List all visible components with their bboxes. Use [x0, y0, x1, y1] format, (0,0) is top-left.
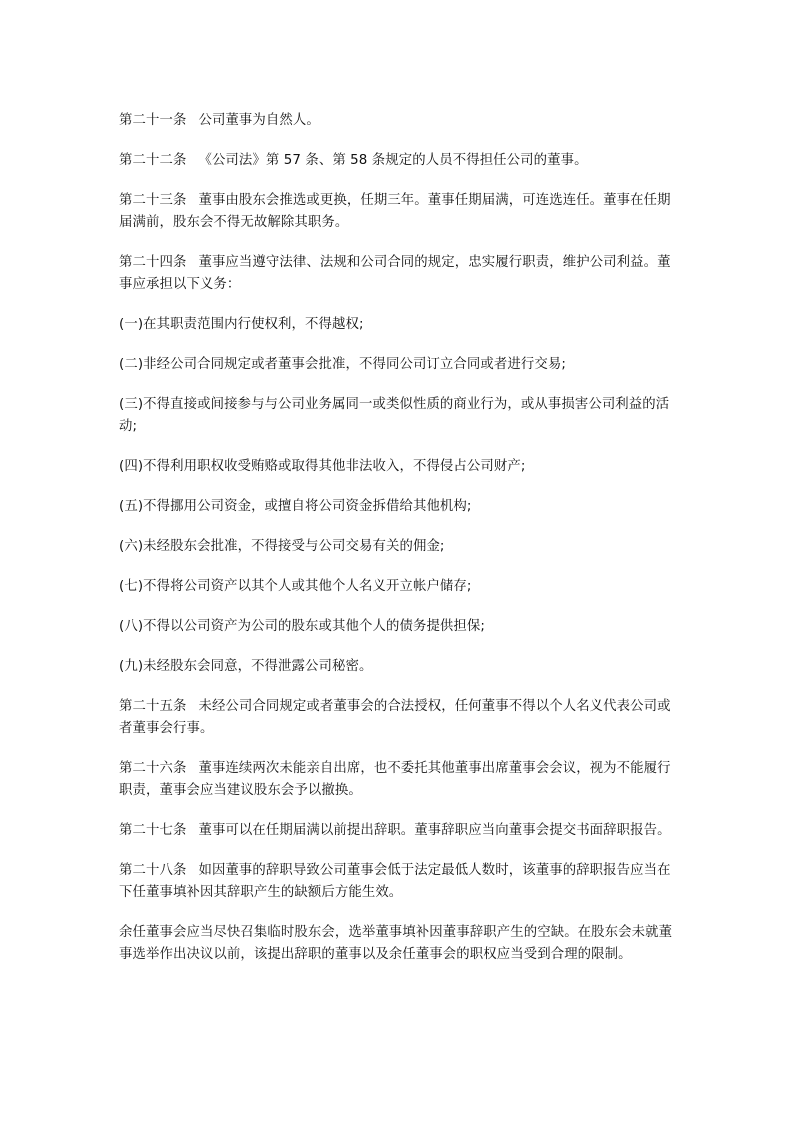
document-body — [119, 110, 679, 984]
duty-text: (四)不得利用职权收受贿赂或取得其他非法收入，不得侵占公司财产; — [119, 459, 526, 474]
article-text: 公司董事为自然人。 — [198, 113, 320, 128]
paragraph-text: 余任董事会应当尽快召集临时股东会，选举董事填补因董事辞职产生的空缺。在股东会未就董事选举作出决议以前，该提出辞职的董事以及余任董事会的职权应当受到合理的限制。 — [119, 925, 673, 962]
article-number: 第二十四条 — [119, 255, 187, 270]
article-27 — [119, 820, 679, 842]
duty-item-1 — [119, 314, 679, 336]
duty-item-5 — [119, 496, 679, 518]
continuation-paragraph — [119, 922, 679, 966]
article-number: 第二十六条 — [119, 761, 187, 776]
duty-item-3 — [119, 394, 679, 438]
article-text: 董事可以在任期届满以前提出辞职。董事辞职应当向董事会提交书面辞职报告。 — [198, 823, 671, 838]
article-text: 如因董事的辞职导致公司董事会低于法定最低人数时，该董事的辞职报告应当在下任董事填补因其辞职产生的缺额后方能生效。 — [119, 863, 671, 900]
duty-text: (七)不得将公司资产以其个人或其他个人名义开立帐户储存; — [119, 579, 472, 594]
duty-text: (三)不得直接或间接参与与公司业务属同一或类似性质的商业行为，或从事损害公司利益的活动; — [119, 397, 670, 434]
article-21 — [119, 110, 679, 132]
duty-text: (五)不得挪用公司资金，或擅自将公司资金拆借给其他机构; — [119, 499, 472, 514]
article-22 — [119, 150, 679, 172]
article-26 — [119, 758, 679, 802]
article-28 — [119, 860, 679, 904]
article-number: 第二十五条 — [119, 699, 187, 714]
duty-item-8 — [119, 616, 679, 638]
duty-text: (一)在其职责范围内行使权利，不得越权; — [119, 317, 364, 332]
duty-item-9 — [119, 656, 679, 678]
duty-text: (六)未经股东会批准，不得接受与公司交易有关的佣金; — [119, 539, 445, 554]
article-number: 第二十八条 — [119, 863, 187, 878]
article-text: 董事由股东会推选或更换，任期三年。董事任期届满，可连选连任。董事在任期届满前，股东会不得无故解除其职务。 — [119, 193, 671, 230]
article-text: 未经公司合同规定或者董事会的合法授权，任何董事不得以个人名义代表公司或者董事会行事。 — [119, 699, 671, 736]
article-number: 第二十一条 — [119, 113, 187, 128]
duty-item-4 — [119, 456, 679, 478]
duty-item-2 — [119, 354, 679, 376]
article-23 — [119, 190, 679, 234]
article-24 — [119, 252, 679, 296]
article-25 — [119, 696, 679, 740]
duty-item-6 — [119, 536, 679, 558]
duty-item-7 — [119, 576, 679, 598]
article-number: 第二十七条 — [119, 823, 187, 838]
article-number: 第二十二条 — [119, 153, 187, 168]
article-text: 董事应当遵守法律、法规和公司合同的规定，忠实履行职责，维护公司利益。董事应承担以下义务： — [119, 255, 671, 292]
article-text: 董事连续两次未能亲自出席，也不委托其他董事出席董事会会议，视为不能履行职责，董事会应当建议股东会予以撤换。 — [119, 761, 671, 798]
duty-text: (九)未经股东会同意，不得泄露公司秘密。 — [119, 659, 373, 674]
duty-text: (八)不得以公司资产为公司的股东或其他个人的债务提供担保; — [119, 619, 486, 634]
article-number: 第二十三条 — [119, 193, 187, 208]
duty-text: (二)非经公司合同规定或者董事会批准，不得同公司订立合同或者进行交易; — [119, 357, 566, 372]
article-text: 《公司法》第 57 条、第 58 条规定的人员不得担任公司的董事。 — [198, 153, 588, 168]
